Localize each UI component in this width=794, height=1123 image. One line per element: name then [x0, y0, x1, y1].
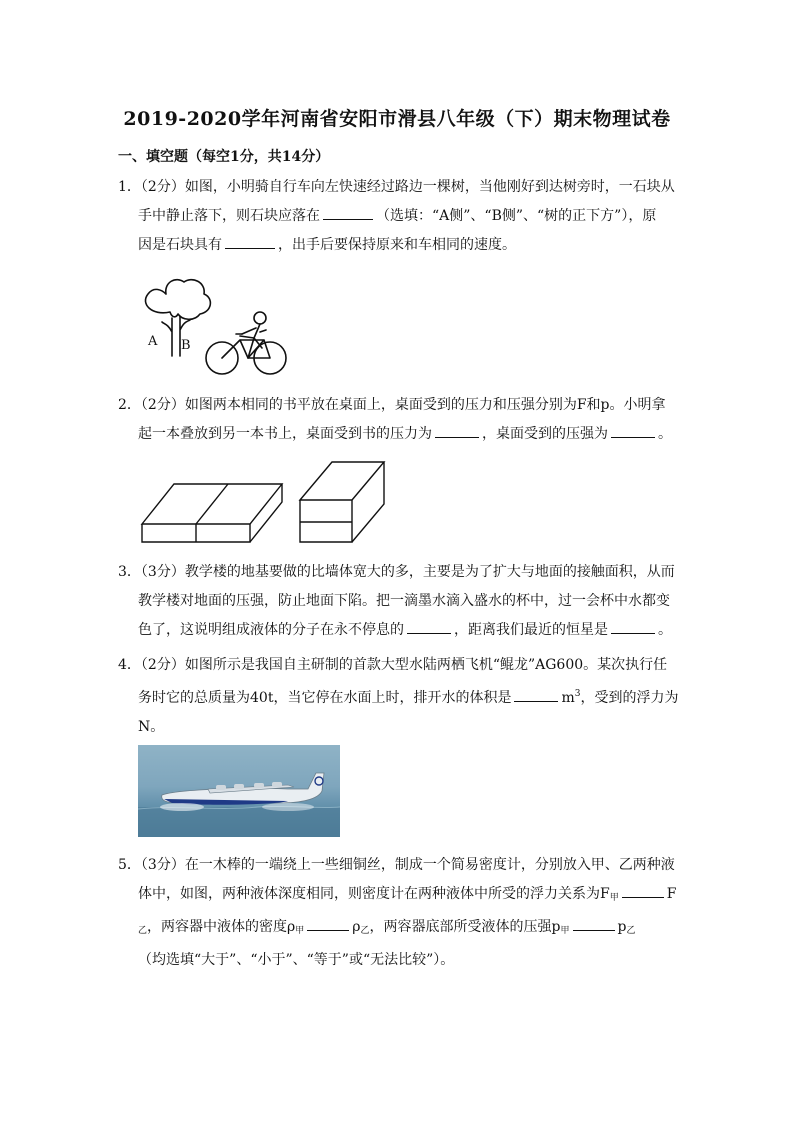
rider-body: [240, 324, 262, 358]
q1-blank-1[interactable]: [323, 203, 373, 220]
q1-line-3: 因是石块具有 ，出手后要保持原来和车相同的速度。: [118, 231, 678, 260]
q5-line-3: $_乙$，两容器中液体的密度$\rho_甲$ $\rho_乙$，两容器底部所受液体的压强$p_甲$ $p_乙$: [118, 913, 678, 946]
q3-blank-1[interactable]: [407, 617, 451, 634]
q3-line-1: 3．（3分）教学楼的地基要做的比墙体宽大的多，主要是为了扩大与地面的接触面积，从而: [118, 564, 675, 580]
q5-line-1: 5．（3分）在一木棒的一端绕上一些细铜丝，制成一个简易密度计，分别放入甲、乙两种液: [118, 857, 675, 873]
q4-blank-1[interactable]: [514, 685, 558, 702]
q5-blank-3[interactable]: [573, 914, 615, 931]
q3-line-2: 教学楼对地面的压强，防止地面下陷。把一滴墨水滴入盛水的杯中，过一会杯中水都变: [138, 593, 670, 609]
q2-line-1: 2．（2分）如图两本相同的书平放在桌面上，桌面受到的压力和压强分别为F和p。小明拿: [118, 397, 666, 413]
q1-blank-2[interactable]: [225, 232, 275, 249]
label-a: A: [148, 334, 158, 349]
q5-blank-2[interactable]: [307, 914, 349, 931]
q3-line-3: 色了，这说明组成液体的分子在永不停息的 ，距离我们最近的恒星是 。: [118, 616, 678, 645]
q3-blank-2[interactable]: [611, 617, 655, 634]
q1-line-1: 1．（2分）如图，小明骑自行车向左快速经过路边一棵树，当他刚好到达树旁时，一石块从: [118, 179, 675, 195]
aircraft-photo: [138, 745, 340, 837]
q4-line-1: 4．（2分）如图所示是我国自主研制的首款大型水陆两栖飞机“鲲龙”AG600。某次执行任: [118, 657, 668, 673]
q5-line-2: 体中，如图，两种液体深度相同，则密度计在两种液体中所受的浮力关系为$F_甲$ F: [118, 880, 678, 913]
q1-line-2: 手中静止落下，则石块应落在 （选填：“A侧”、“B侧”、“树的正下方”），原: [118, 202, 678, 231]
question-5: [118, 851, 678, 975]
q5-line-4: （均选填“大于”、“小于”、“等于”或“无法比较”）。: [138, 952, 455, 968]
rider-head: [254, 312, 266, 324]
q2-blank-1[interactable]: [435, 421, 479, 438]
aircraft-illustration: [138, 745, 340, 837]
q4-line-3: N。: [138, 719, 165, 735]
tree-crown: [145, 280, 210, 320]
books-side-by-side: [142, 484, 282, 542]
question-1: [118, 173, 678, 260]
books-stacked: [300, 462, 384, 542]
q2-line-2: 起一本叠放到另一本书上，桌面受到书的压力为 ，桌面受到的压强为 。: [118, 420, 678, 449]
question-2: [118, 391, 678, 449]
page-title: 2019-2020学年河南省安阳市滑县八年级（下）期末物理试卷: [123, 108, 671, 130]
label-b: B: [181, 338, 191, 353]
q2-blank-2[interactable]: [611, 421, 655, 438]
question-4: [118, 651, 678, 742]
q5-blank-1[interactable]: [622, 881, 664, 898]
tree-bicycle-figure: [136, 272, 296, 378]
q4-line-2: 务时它的总质量为40t，当它停在水面上时，排开水的体积是 $m^3$，受到的浮力为: [118, 680, 678, 713]
books-figure: [138, 460, 388, 546]
question-3: [118, 558, 678, 645]
section-heading: 一、填空题（每空1分，共14分）: [118, 149, 330, 165]
